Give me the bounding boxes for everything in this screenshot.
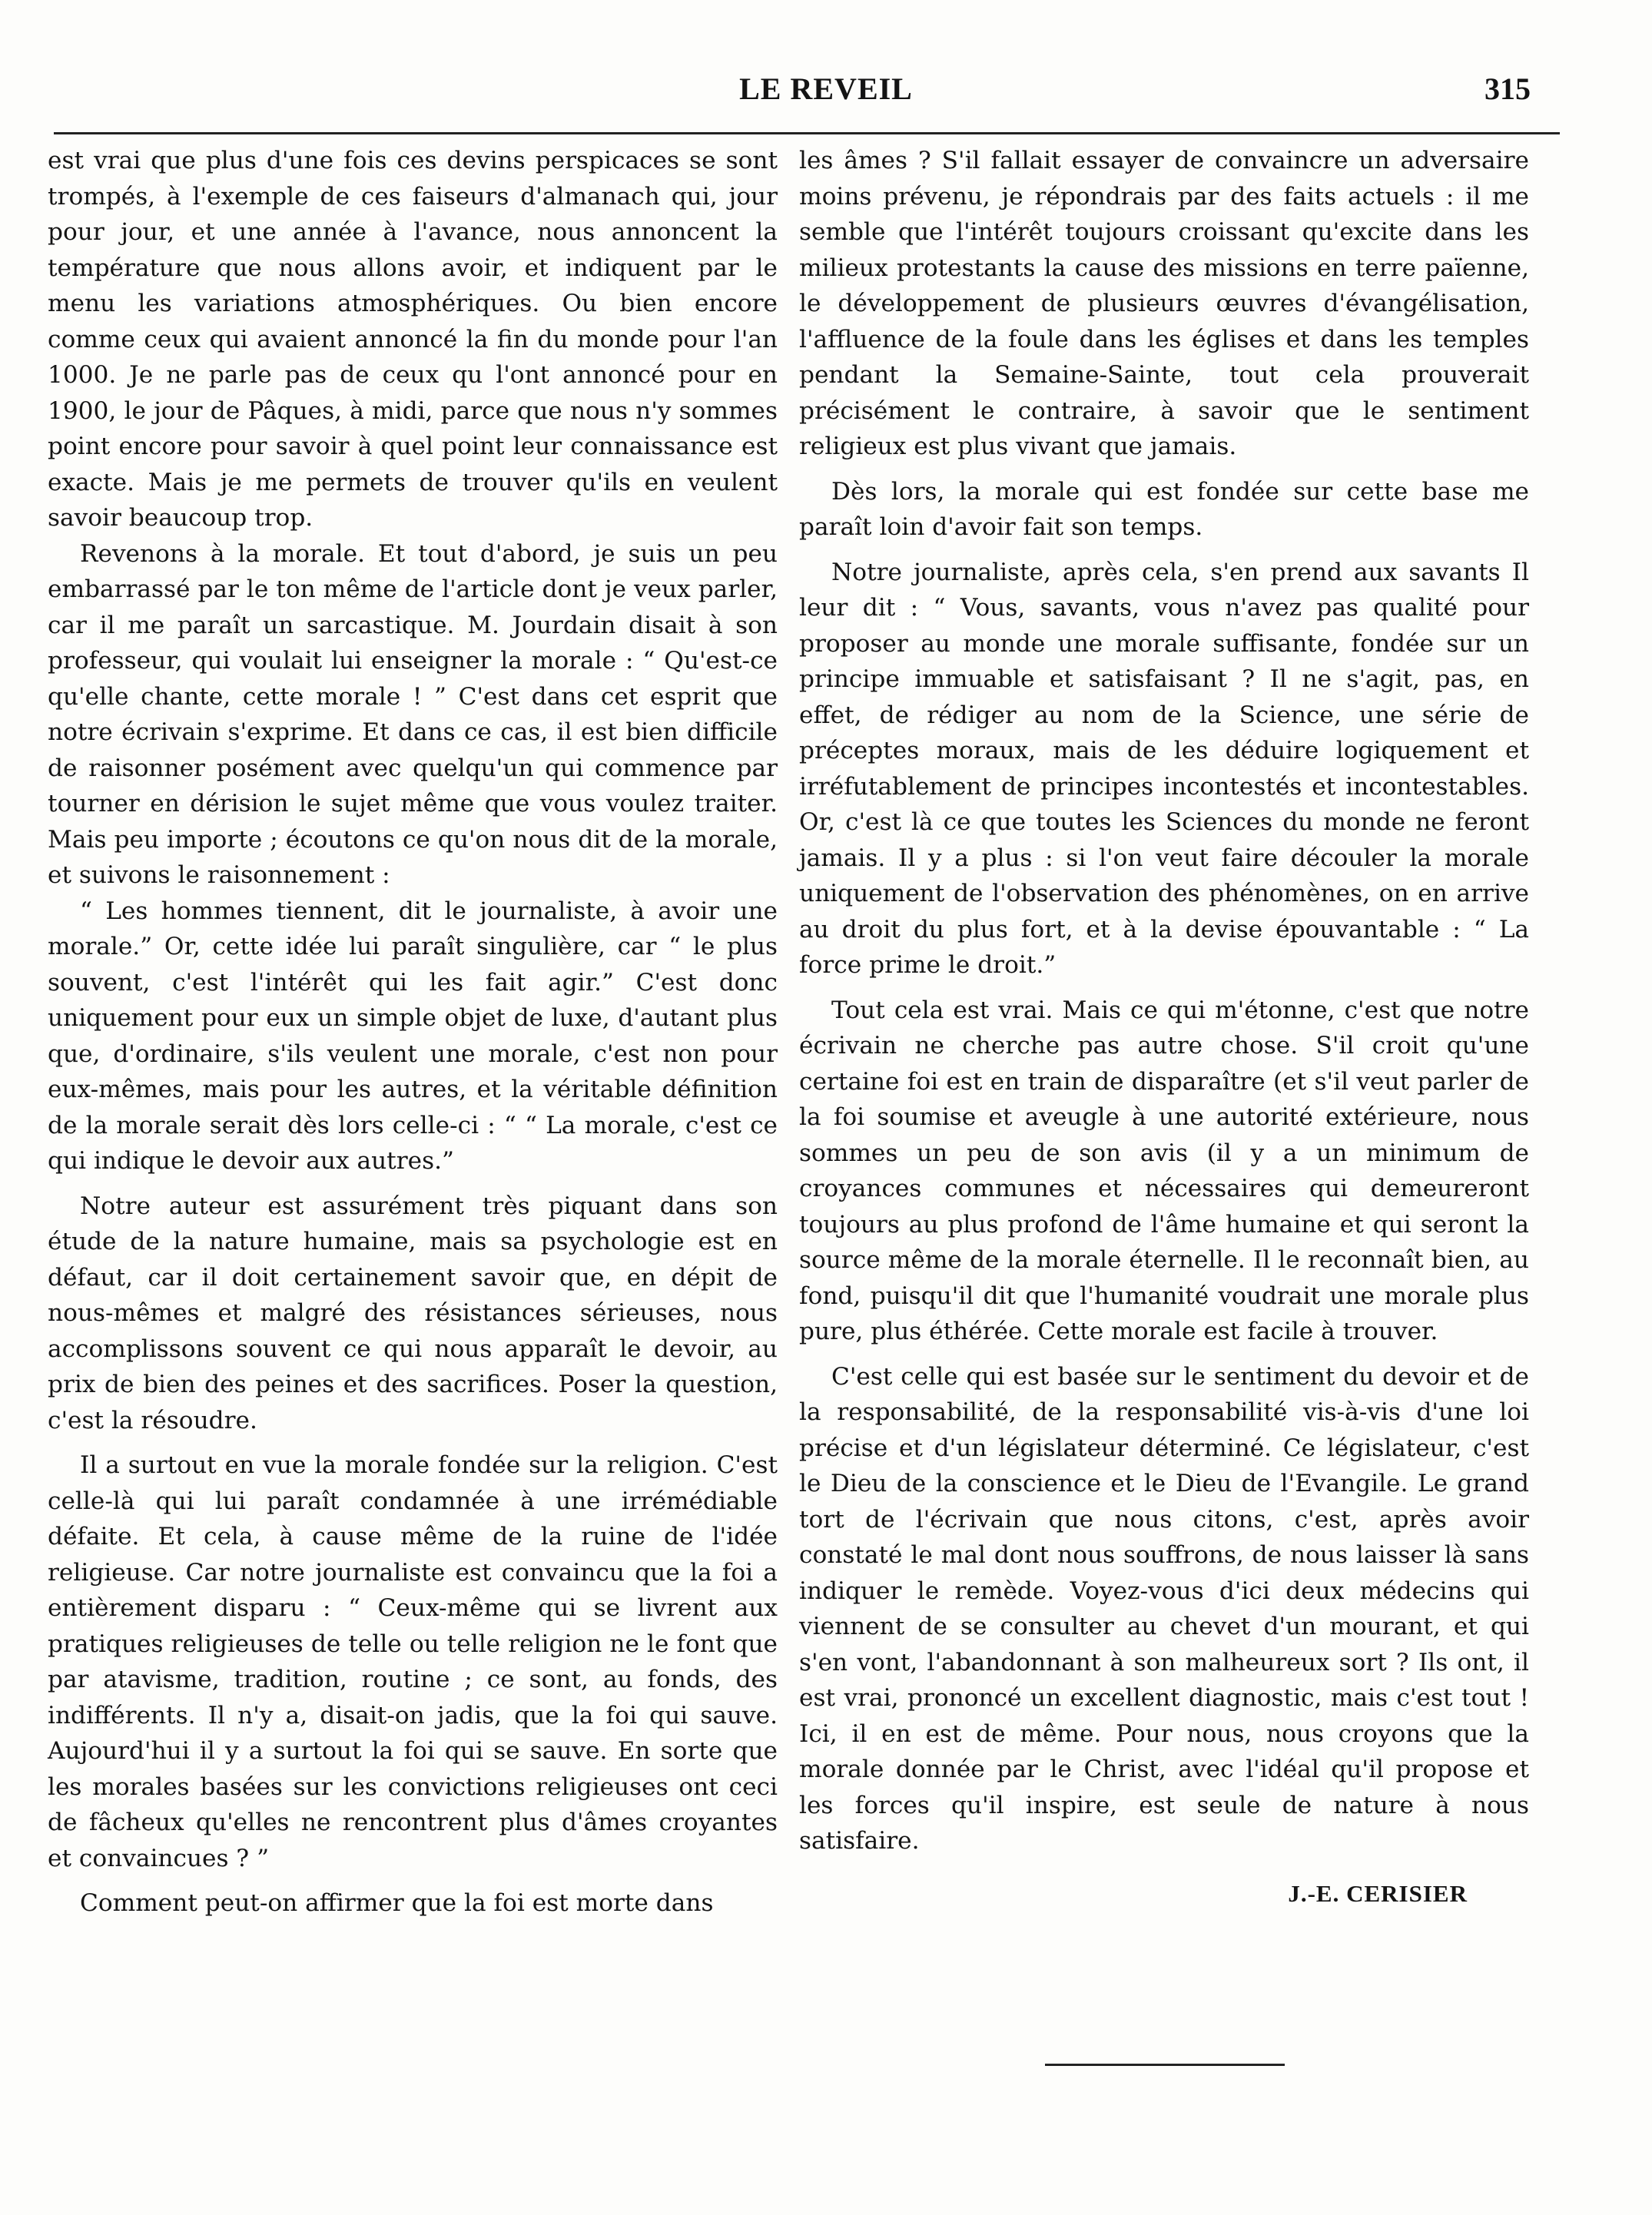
header-rule: [54, 132, 1560, 134]
page-header: [0, 0, 1652, 138]
author-signature: J.-E. CERISIER: [1288, 1879, 1468, 1907]
paragraph: Notre journaliste, après cela, s'en prend aux savants Il leur dit : “ Vous, savants, vous n'avez pas qualité pour proposer au monde une morale suffisante, fondée sur un principe immuable et satisfaisant ? Il ne s'agit, pas, en effet, de rédiger au nom de la Science, une série de préceptes moraux, mais de les déduire logiquement et irréfutablement de principes incontestés et incontestables. Or, c'est là ce que toutes les Sciences du monde ne feront jamais. Il y a plus : si l'on veut faire découler la morale uniquement de l'observation des phénomènes, on en arrive au droit du plus fort, et à la devise épouvantable : “ La force prime le droit.”: [799, 558, 1529, 979]
right-column: [799, 143, 1529, 1912]
paragraph: Il a surtout en vue la morale fondée sur la religion. C'est celle-là qui lui paraît condamnée à une irrémédiable défaite. Et cela, à cause même de la ruine de l'idée religieuse. Car notre journaliste est convaincu que la foi a entièrement disparu : “ Ceux-même qui se livrent aux pratiques religieuses de telle ou telle religion ne le font que par atavisme, tradition, routine ; ce sont, au fonds, des indifférents. Il n'y a, disait-on jadis, que la foi qui sauve. Aujourd'hui il y a surtout la foi qui se sauve. En sorte que les morales basées sur les convictions religieuses ont ceci de fâcheux qu'elles ne rencontrent plus d'âmes croyantes et convaincues ? ”: [48, 1451, 778, 1872]
paragraph: Notre auteur est assurément très piquant dans son étude de la nature humaine, mais sa psychologie est en défaut, car il doit certainement savoir que, en dépit de nous-mêmes et malgré des résistances sérieuses, nous accomplissons souvent ce qui nous apparaît le devoir, au prix de bien des peines et des sacrifices. Poser la question, c'est la résoudre.: [48, 1192, 778, 1434]
end-rule: [1045, 2064, 1285, 2066]
paragraph: les âmes ? S'il fallait essayer de convaincre un adversaire moins prévenu, je répondrais par des faits actuels : il me semble que l'intérêt toujours croissant qu'excite dans les milieux protestants la cause des missions en terre païenne, le développement de plusieurs œuvres d'évangélisation, l'affluence de la foule dans les églises et dans les temples pendant la Semaine-Sainte, tout cela prouverait précisément le contraire, à savoir que le sentiment religieux est plus vivant que jamais.: [799, 147, 1529, 460]
paragraph: Dès lors, la morale qui est fondée sur cette base me paraît loin d'avoir fait son temps.: [799, 477, 1529, 541]
paragraph: est vrai que plus d'une fois ces devins perspicaces se sont trompés, à l'exemple de ces faiseurs d'almanach qui, jour pour jour, et une année à l'avance, nous annoncent la température que nous allons avoir, et indiquent par le menu les variations atmosphériques. Ou bien encore comme ceux qui avaient annoncé la fin du monde pour l'an 1000. Je ne parle pas de ceux qu l'ont annoncé pour en 1900, le jour de Pâques, à midi, parce que nous n'y sommes point encore pour savoir à quel point leur connaissance est exacte. Mais je me permets de trouver qu'ils en veulent savoir beaucoup trop.: [48, 147, 778, 532]
paragraph: Comment peut-on affirmer que la foi est morte dans: [80, 1889, 714, 1917]
running-title: LE REVEIL: [739, 71, 913, 106]
paragraph: “ Les hommes tiennent, dit le journaliste, à avoir une morale.” Or, cette idée lui paraît singulière, car “ le plus souvent, c'est l'intérêt qui les fait agir.” C'est donc uniquement pour eux un simple objet de luxe, d'autant plus que, d'ordinaire, s'ils veulent une morale, c'est non pour eux-mêmes, mais pour les autres, et la véritable définition de la morale serait dès lors celle-ci : “ “ La morale, c'est ce qui indique le devoir aux autres.”: [48, 897, 778, 1175]
paragraph: Tout cela est vrai. Mais ce qui m'étonne, c'est que notre écrivain ne cherche pas autre chose. S'il croit qu'une certaine foi est en train de disparaître (et s'il veut parler de la foi soumise et aveugle à une autorité extérieure, nous sommes un peu de son avis (il y a un minimum de croyances communes et nécessaires qui demeureront toujours au plus profond de l'âme humaine et qui seront la source même de la morale éternelle. Il le reconnaît bien, au fond, puisqu'il dit que l'humanité voudrait une morale plus pure, plus éthérée. Cette morale est facile à trouver.: [799, 996, 1529, 1345]
left-column: [48, 143, 778, 1922]
paragraph: C'est celle qui est basée sur le sentiment du devoir et de la responsabilité, de la responsabilité vis-à-vis d'une loi précise et d'un législateur déterminé. Ce législateur, c'est le Dieu de la conscience et le Dieu de l'Evangile. Le grand tort de l'écrivain que nous citons, c'est, après avoir constaté le mal dont nous souffrons, de nous laisser là sans indiquer le remède. Voyez-vous d'ici deux médecins qui viennent de se consulter au chevet d'un mourant, et qui s'en vont, l'abandonnant à son malheureux sort ? Ils ont, il est vrai, prononcé un excellent diagnostic, mais c'est tout ! Ici, il en est de même. Pour nous, nous croyons que la morale donnée par le Christ, avec l'idéal qu'il propose et les forces qu'il inspire, est seule de nature à nous satisfaire.: [799, 1362, 1529, 1855]
page-number: 315: [1484, 71, 1531, 106]
paragraph: Revenons à la morale. Et tout d'abord, je suis un peu embarrassé par le ton même de l'article dont je veux parler, car il me paraît un sarcastique. M. Jourdain disait à son professeur, qui voulait lui enseigner la morale : “ Qu'est-ce qu'elle chante, cette morale ! ” C'est dans cet esprit que notre écrivain s'exprime. Et dans ce cas, il est bien difficile de raisonner posément avec quelqu'un qui commence par tourner en dérision le sujet même que vous voulez traiter. Mais peu importe ; écoutons ce qu'on nous dit de la morale, et suivons le raisonnement :: [48, 539, 778, 889]
